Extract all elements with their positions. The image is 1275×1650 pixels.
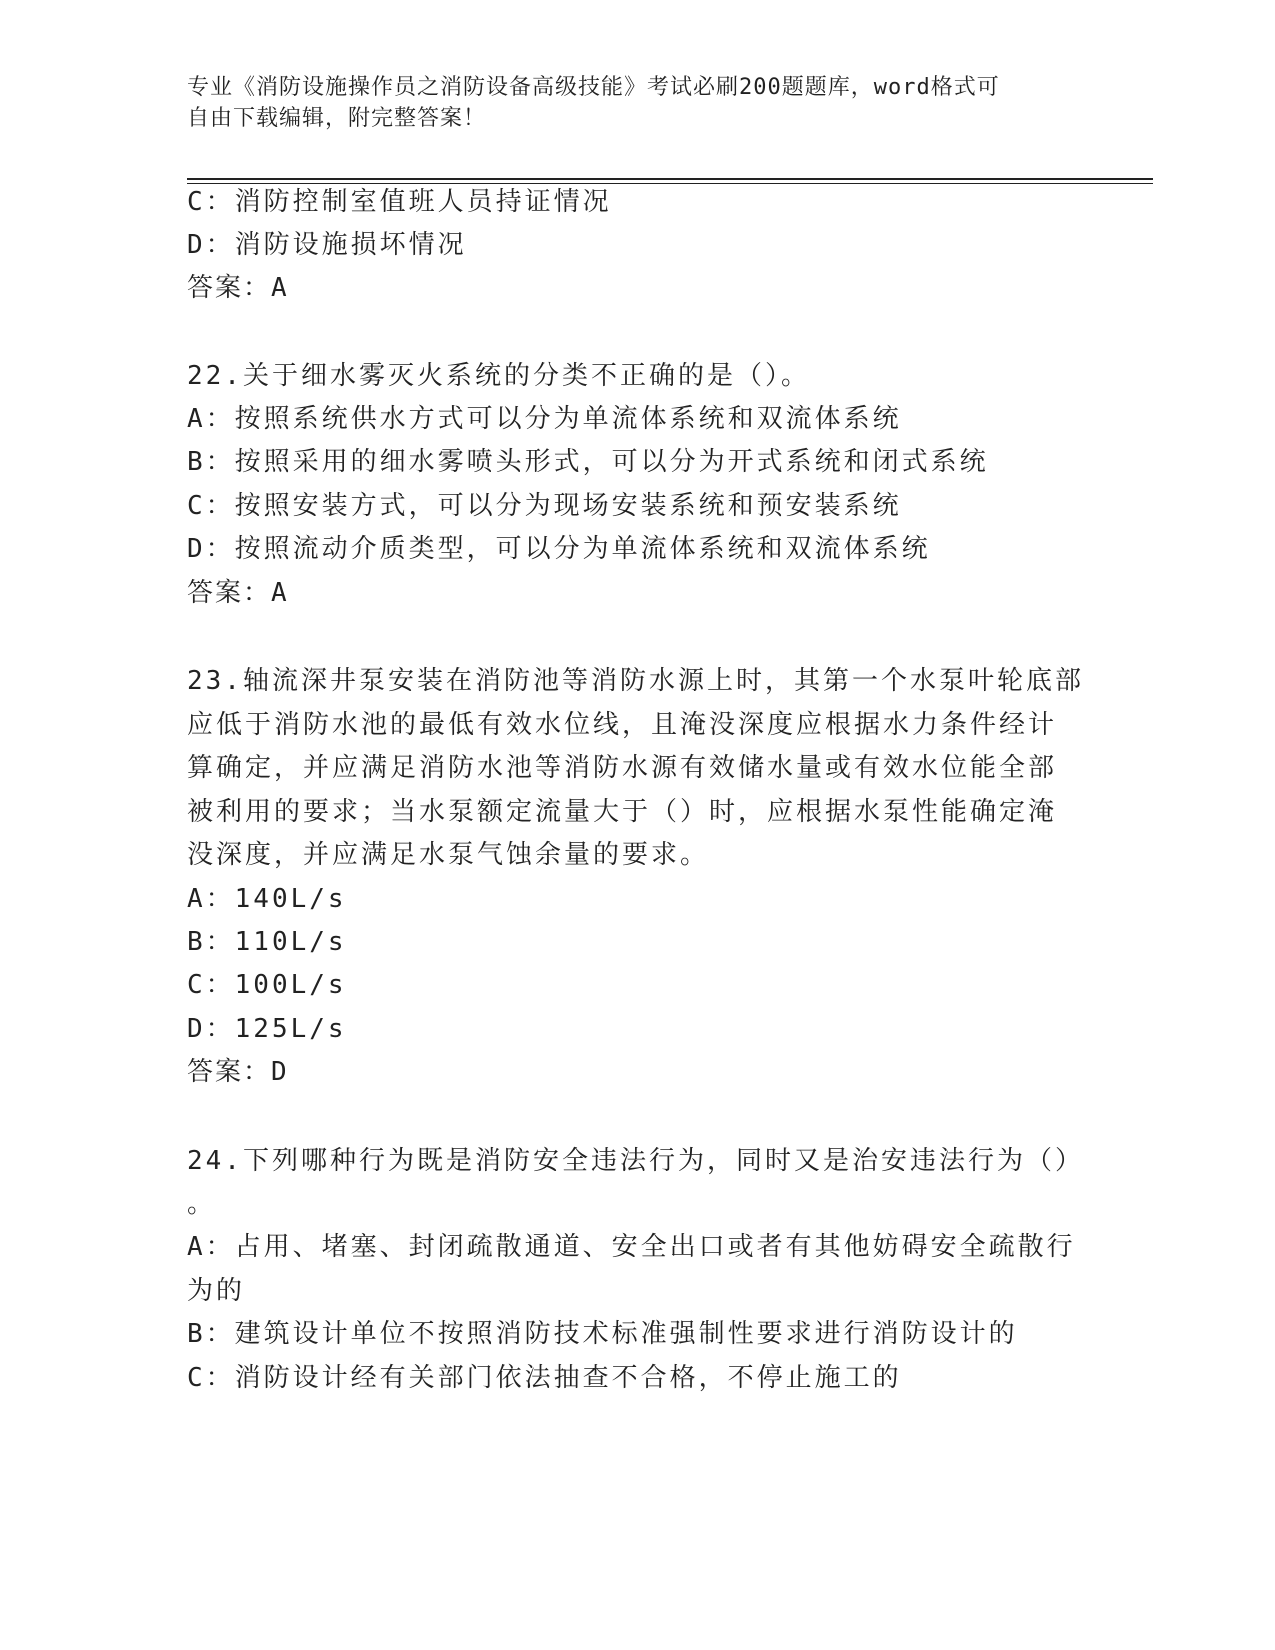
q23-answer: 答案：D [187, 1057, 289, 1087]
q23-stem-line-5: 没深度，并应满足水泵气蚀余量的要求。 [187, 840, 710, 870]
q21-option-d: D：消防设施损坏情况 [187, 230, 467, 260]
q24-stem-line-1: 24.下列哪种行为既是消防安全违法行为，同时又是治安违法行为（） [187, 1146, 1084, 1176]
q24-stem-line-2: 。 [187, 1189, 217, 1219]
q22-option-b: B：按照采用的细水雾喷头形式，可以分为开式系统和闭式系统 [187, 447, 989, 477]
q24-option-b: B：建筑设计单位不按照消防技术标准强制性要求进行消防设计的 [187, 1319, 1018, 1349]
q24-option-a-line-2: 为的 [187, 1276, 246, 1306]
q23-stem-line-2: 应低于消防水池的最低有效水位线，且淹没深度应根据水力条件经计 [187, 710, 1058, 740]
q23-option-b: B：110L/s [187, 927, 347, 957]
header-line-2: 自由下载编辑，附完整答案！ [187, 106, 487, 131]
q22-stem: 22.关于细水雾灭火系统的分类不正确的是（）。 [187, 361, 810, 391]
q22-option-d: D：按照流动介质类型，可以分为单流体系统和双流体系统 [187, 534, 931, 564]
q24-option-a-line-1: A：占用、堵塞、封闭疏散通道、安全出口或者有其他妨碍安全疏散行 [187, 1232, 1076, 1262]
document-header [187, 72, 1067, 134]
q21-answer: 答案：A [187, 273, 289, 303]
q21-option-c: C：消防控制室值班人员持证情况 [187, 187, 612, 217]
header-line-1: 专业《消防设施操作员之消防设备高级技能》考试必刷200题题库，word格式可 [187, 75, 1000, 100]
q23-option-d: D：125L/s [187, 1014, 347, 1044]
q23-option-c: C：100L/s [187, 970, 347, 1000]
q22-option-c: C：按照安装方式，可以分为现场安装系统和预安装系统 [187, 491, 902, 521]
q23-stem-line-4: 被利用的要求；当水泵额定流量大于（）时，应根据水泵性能确定淹 [187, 797, 1058, 827]
q24-option-c: C：消防设计经有关部门依法抽查不合格，不停止施工的 [187, 1363, 902, 1393]
q23-stem-line-1: 23.轴流深井泵安装在消防池等消防水源上时，其第一个水泵叶轮底部 [187, 666, 1084, 696]
q23-stem-line-3: 算确定，并应满足消防水池等消防水源有效储水量或有效水位能全部 [187, 753, 1058, 783]
q22-answer: 答案：A [187, 578, 289, 608]
q22-option-a: A：按照系统供水方式可以分为单流体系统和双流体系统 [187, 404, 902, 434]
q23-option-a: A：140L/s [187, 884, 347, 914]
